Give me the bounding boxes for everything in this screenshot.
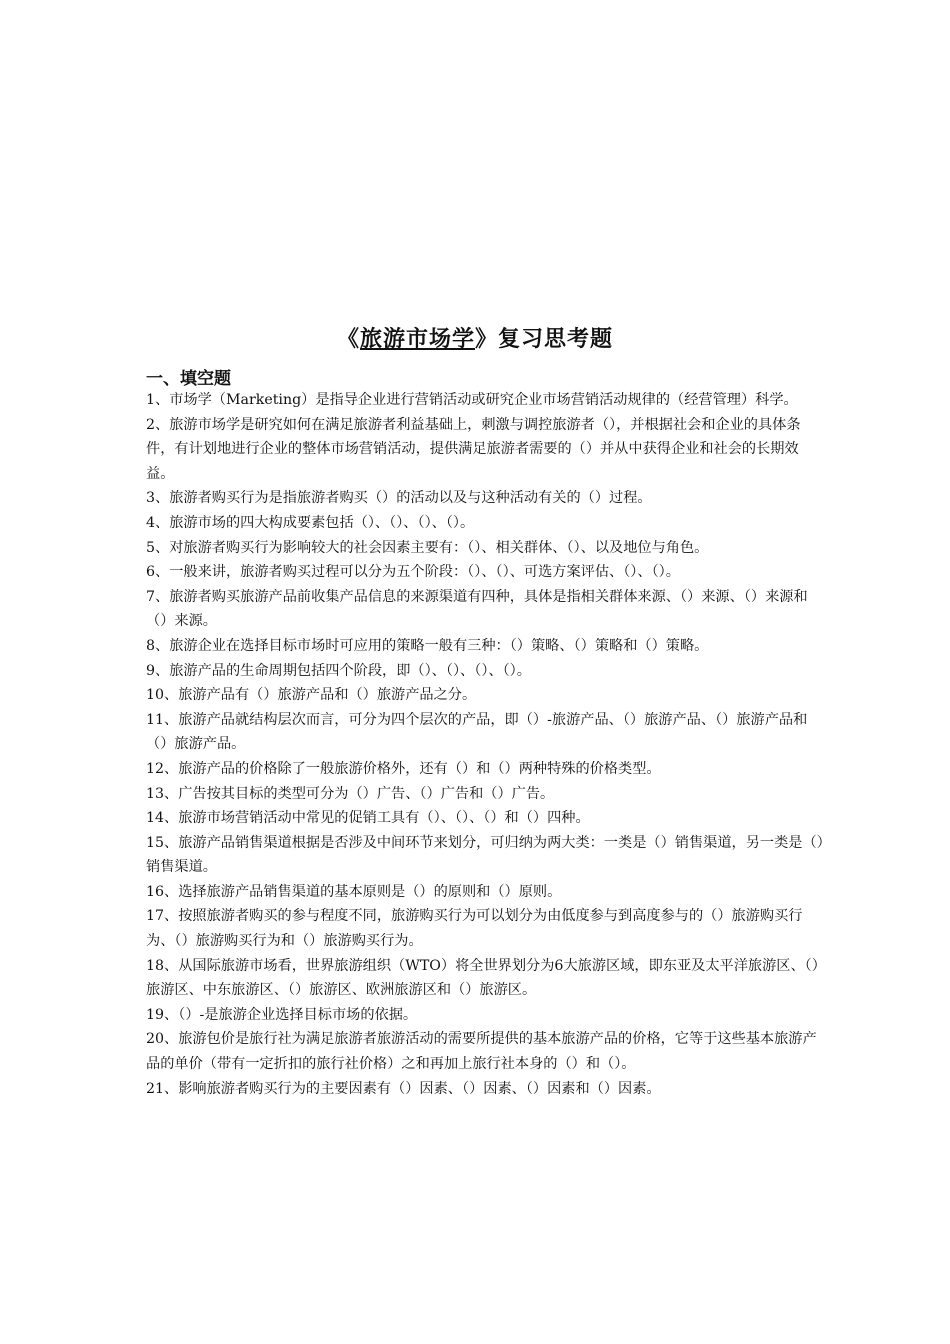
question-item: 2、旅游市场学是研究如何在满足旅游者利益基础上，刺激与调控旅游者（），并根据社会和企业的具体条件，有计划地进行企业的整体市场营销活动，提供满足旅游者需要的（）并从中获得企业和社会的长期效益。 — [146, 416, 801, 482]
question-item: 4、旅游市场的四大构成要素包括（）、（）、（）、（）。 — [146, 514, 475, 531]
question-item: 13、广告按其目标的类型可分为（）广告、（）广告和（）广告。 — [146, 785, 555, 802]
section-heading: 一、填空题 — [146, 369, 231, 389]
question-item: 11、旅游产品就结构层次而言，可分为四个层次的产品，即（）-旅游产品、（）旅游产品、（）旅游产品和（）旅游产品。 — [146, 711, 808, 753]
question-item: 21、影响旅游者购买行为的主要因素有（）因素、（）因素、（）因素和（）因素。 — [146, 1080, 661, 1097]
question-item: 3、旅游者购买行为是指旅游者购买（）的活动以及与这种活动有关的（）过程。 — [146, 490, 652, 507]
question-item: 9、旅游产品的生命周期包括四个阶段，即（）、（）、（）、（）。 — [146, 662, 531, 679]
title-rest: 》复习思考题 — [475, 327, 614, 352]
question-item: 16、选择旅游产品销售渠道的基本原则是（）的原则和（）原则。 — [146, 883, 562, 900]
question-item: 17、按照旅游者购买的参与程度不同，旅游购买行为可以划分为由低度参与到高度参与的（）旅游购买行为、（）旅游购买行为和（）旅游购买行为。 — [146, 908, 803, 950]
question-item: 15、旅游产品销售渠道根据是否涉及中间环节来划分，可归纳为两大类：一类是（）销售渠道，另一类是（）销售渠道。 — [146, 834, 824, 876]
question-item: 5、对旅游者购买行为影响较大的社会因素主要有：（）、相关群体、（）、以及地位与角色。 — [146, 539, 709, 556]
question-item: 10、旅游产品有（）旅游产品和（）旅游产品之分。 — [146, 687, 477, 704]
question-list — [146, 388, 826, 1101]
question-item: 12、旅游产品的价格除了一般旅游价格外，还有（）和（）两种特殊的价格类型。 — [146, 760, 661, 777]
question-item: 18、从国际旅游市场看，世界旅游组织（WTO）将全世界划分为6大旅游区域，即东亚及太平洋旅游区、（）旅游区、中东旅游区、（）旅游区、欧洲旅游区和（）旅游区。 — [146, 957, 826, 999]
question-item: 20、旅游包价是旅行社为满足旅游者旅游活动的需要所提供的基本旅游产品的价格，它等于这些基本旅游产品的单价（带有一定折扣的旅行社价格）之和再加上旅行社本身的（）和（）。 — [146, 1031, 817, 1073]
page-title — [0, 322, 950, 353]
title-book-name: 旅游市场学 — [359, 327, 475, 352]
question-item: 7、旅游者购买旅游产品前收集产品信息的来源渠道有四种，具体是指相关群体来源、（）来源、（）来源和（）来源。 — [146, 588, 808, 630]
question-item: 1、市场学（Marketing）是指导企业进行营销活动或研究企业市场营销活动规律的（经营管理）科学。 — [146, 392, 798, 408]
question-item: 6、一般来讲，旅游者购买过程可以分为五个阶段：（）、（）、可选方案评估、（）、（）。 — [146, 564, 680, 581]
question-item: 19、（）-是旅游企业选择目标市场的依据。 — [146, 1006, 418, 1023]
title-open: 《 — [336, 327, 360, 352]
question-item: 8、旅游企业在选择目标市场时可应用的策略一般有三种：（）策略、（）策略和（）策略。 — [146, 637, 709, 654]
question-item: 14、旅游市场营销活动中常见的促销工具有（）、（）、（）和（）四种。 — [146, 810, 590, 827]
